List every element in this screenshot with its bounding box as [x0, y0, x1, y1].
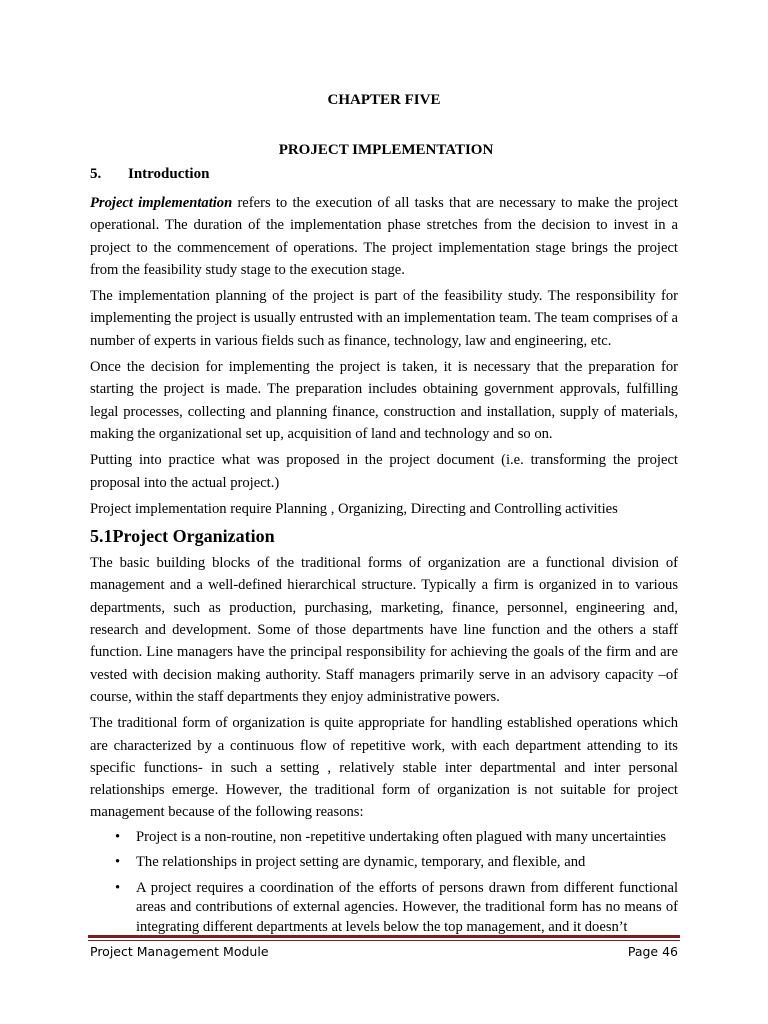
bullet-icon: •: [115, 879, 121, 896]
section-heading: 5.1Project Organization: [90, 526, 275, 547]
intro-label: Introduction: [128, 166, 210, 182]
paragraph-1-text: refers to the execution of all tasks that are necessary to make the project operational. The duration of the implementation phase stretches from the decision to invest in a project to the commencement of operations. The project implementation stage brings the project from the feasibility study stage to the execution stage.: [90, 195, 678, 278]
reasons-list: [90, 828, 678, 938]
list-item: • Project is a non-routine, non -repetitive undertaking often plagued with many uncertainties: [90, 828, 678, 848]
section-paragraph-2: The traditional form of organization is quite appropriate for handling established operations which are characterized by a continuous flow of repetitive work, with each department attending to its specific functions- in such a setting , relatively stable inter departmental and inter personal relationships emerge. However, the traditional form of organization is not suitable for project management because of the following reasons:: [90, 715, 678, 821]
paragraph-1-term: Project implementation: [90, 195, 233, 211]
footer-page-number: Page 46: [627, 944, 678, 959]
paragraph-1: [90, 192, 678, 281]
footer-rule-thin: [88, 940, 680, 941]
footer-module-name: Project Management Module: [90, 944, 269, 959]
footer-rule-thick: [88, 935, 680, 938]
list-item: • The relationships in project setting are dynamic, temporary, and flexible, and: [90, 853, 678, 873]
bullet-icon: •: [115, 854, 121, 871]
intro-body: [90, 192, 678, 943]
paragraph-3: Once the decision for implementing the project is taken, it is necessary that the preparation for starting the project is made. The preparation includes obtaining government approvals, fulfilling legal processes, collecting and planning finance, construction and installation, supply of materials, making the organizational set up, acquisition of land and technology and so on.: [90, 359, 678, 442]
intro-number: 5.: [90, 166, 102, 182]
paragraph-5: Project implementation require Planning , Organizing, Directing and Controlling activities: [90, 500, 618, 517]
chapter-title: PROJECT IMPLEMENTATION: [278, 142, 494, 158]
intro-heading: [90, 166, 209, 183]
section-paragraph-1: The basic building blocks of the traditional forms of organization are a functional division of management and a well-defined hierarchical structure. Typically a firm is organized in to various departments, such as production, purchasing, marketing, finance, personnel, engineering and, research and development. Some of those departments have line function and the others a staff function. Line managers have the principal responsibility for achieving the goals of the firm and are vested with decision making authority. Staff managers primarily serve in an advisory capacity –of course, within the staff departments they enjoy administrative powers.: [90, 555, 678, 705]
bullet-icon: •: [115, 828, 121, 845]
chapter-heading: CHAPTER FIVE: [327, 92, 441, 108]
list-item: • A project requires a coordination of the efforts of persons drawn from different functional areas and contributions of external agencies. However, the traditional form has no means of integrating different departments at levels below the top management, and it doesn’t: [115, 879, 678, 935]
paragraph-4: Putting into practice what was proposed in the project document (i.e. transforming the project proposal into the actual project.): [90, 452, 678, 491]
paragraph-2: The implementation planning of the project is part of the feasibility study. The responsibility for implementing the project is usually entrusted with an implementation team. The team comprises of a number of experts in various fields such as finance, technology, law and engineering, etc.: [90, 288, 678, 349]
